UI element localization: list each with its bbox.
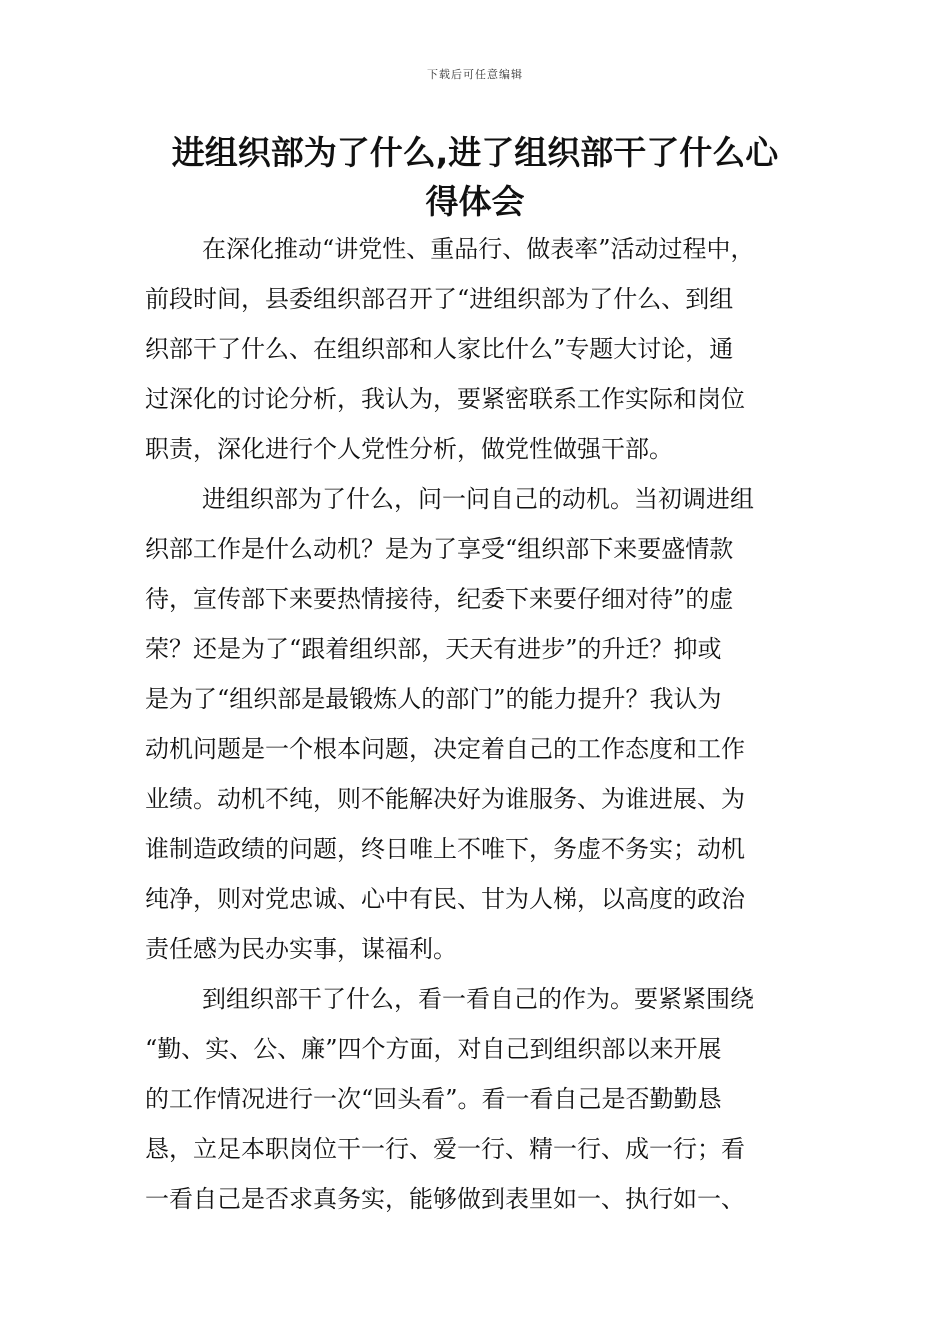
paragraph-line: 的工作情况进行一次“回头看”。看一看自己是否勤勤恳 [145, 1085, 722, 1113]
paragraph-2 [145, 474, 810, 974]
paragraph-line: 职责，深化进行个人党性分析，做党性做强干部。 [145, 435, 673, 463]
paragraph-1 [145, 224, 810, 474]
paragraph-line: 待，宣传部下来要热情接待，纪委下来要仔细对待”的虚 [145, 585, 734, 613]
paragraph-line: 是为了“组织部是最锻炼人的部门”的能力提升？我认为 [145, 685, 722, 713]
paragraph-line: “勤、实、公、廉”四个方面，对自己到组织部以来开展 [145, 1035, 722, 1063]
paragraph-line: 进组织部为了什么，问一问自己的动机。当初调进组 [202, 485, 754, 513]
paragraph-line: 业绩。动机不纯，则不能解决好为谁服务、为谁进展、为 [145, 785, 745, 813]
paragraph-line: 织部工作是什么动机？是为了享受“组织部下来要盛情款 [145, 535, 734, 563]
title-line-2: 得体会 [425, 182, 525, 221]
paragraph-line: 荣？还是为了“跟着组织部，天天有进步”的升迁？抑或 [145, 635, 722, 663]
paragraph-line: 恳，立足本职岗位干一行、爱一行、精一行、成一行；看 [145, 1135, 745, 1163]
download-note: 下载后可任意编辑 [427, 68, 523, 81]
paragraph-line: 一看自己是否求真务实，能够做到表里如一、执行如一、 [145, 1185, 745, 1213]
paragraph-line: 纯净，则对党忠诚、心中有民、甘为人梯，以高度的政治 [145, 885, 745, 913]
paragraph-line: 谁制造政绩的问题，终日唯上不唯下，务虚不务实；动机 [145, 835, 745, 863]
paragraph-line: 动机问题是一个根本问题，决定着自己的工作态度和工作 [145, 735, 745, 763]
title-line-1: 进组织部为了什么,进了组织部干了什么心 [171, 133, 779, 172]
paragraph-line: 责任感为民办实事，谋福利。 [145, 935, 457, 963]
paragraph-line: 织部干了什么、在组织部和人家比什么”专题大讨论，通 [145, 335, 734, 363]
paragraph-line: 在深化推动“讲党性、重品行、做表率”活动过程中， [202, 235, 755, 263]
paragraph-line: 前段时间，县委组织部召开了“进组织部为了什么、到组 [145, 285, 734, 313]
document-body [145, 224, 810, 1224]
document-title [145, 128, 805, 226]
paragraph-line: 到组织部干了什么，看一看自己的作为。要紧紧围绕 [202, 985, 754, 1013]
paragraph-line: 过深化的讨论分析，我认为，要紧密联系工作实际和岗位 [145, 385, 745, 413]
paragraph-3 [145, 974, 810, 1224]
